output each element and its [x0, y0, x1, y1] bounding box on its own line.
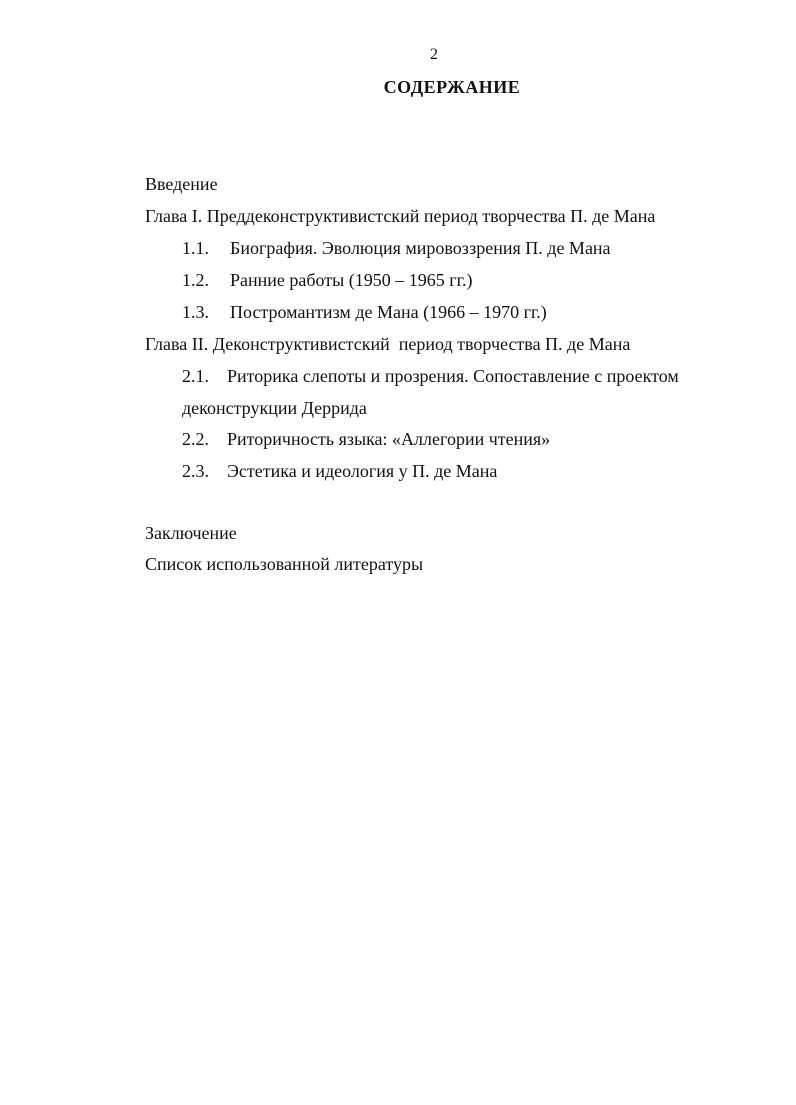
page-number: 2	[430, 46, 438, 63]
section-number: 1.3.	[182, 302, 209, 322]
toc-section-2-3	[182, 460, 497, 482]
toc-section-1-2	[182, 269, 472, 291]
toc-section-2-1-continuation: деконструкции Деррида	[182, 398, 367, 418]
toc-intro: Введение	[145, 174, 218, 194]
section-title: Риторичность языка: «Аллегории чтения»	[227, 429, 551, 449]
section-number: 2.2.	[182, 429, 209, 449]
toc-bibliography: Список использованной литературы	[145, 554, 424, 574]
section-title: Риторика слепоты и прозрения. Сопоставление с проектом	[227, 366, 679, 386]
toc-chapter-1: Глава I. Преддеконструктивистский период творчества П. де Мана	[145, 206, 656, 226]
toc-section-1-3	[182, 301, 547, 323]
section-title: Постромантизм де Мана (1966 – 1970 гг.)	[230, 302, 547, 322]
toc-section-2-2	[182, 428, 550, 450]
section-number: 1.1.	[182, 238, 209, 258]
toc-section-2-1	[182, 365, 679, 387]
section-title: Ранние работы (1950 – 1965 гг.)	[230, 270, 473, 290]
section-number: 1.2.	[182, 270, 209, 290]
section-number: 2.3.	[182, 461, 209, 481]
section-title: Биография. Эволюция мировоззрения П. де Мана	[230, 238, 611, 258]
section-title: Эстетика и идеология у П. де Мана	[227, 461, 498, 481]
toc-conclusion: Заключение	[145, 523, 237, 543]
toc-chapter-2	[145, 333, 630, 355]
chapter-2-title: Глава II. Деконструктивистский период творчества П. де Мана	[145, 334, 631, 354]
page-title: СОДЕРЖАНИЕ	[383, 77, 521, 97]
toc-section-1-1	[182, 237, 611, 259]
section-number: 2.1.	[182, 366, 209, 386]
